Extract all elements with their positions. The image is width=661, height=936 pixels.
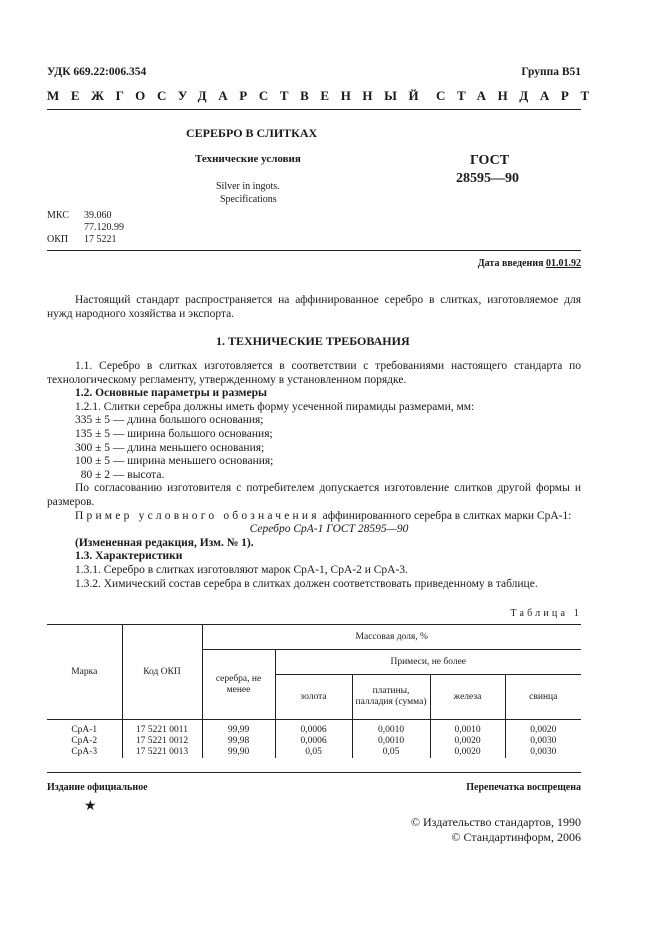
cell-platinum: 0,05 <box>352 747 430 758</box>
clause-1-3-2: 1.3.2. Химический состав серебра в слитках должен соответствовать приведенному в таблице. <box>75 577 538 590</box>
agreement-paragraph: По согласованию изготовителя с потребителем допускается изготовление слитков другой формы и размеров. <box>47 482 581 508</box>
banner-standard: СТАНДАРТ <box>436 88 601 103</box>
intro-date-value: 01.01.92 <box>546 258 581 269</box>
udk-code: УДК 669.22:006.354 <box>47 66 147 78</box>
dim-1: 335 ± 5 — длина большого основания; <box>75 414 264 427</box>
clause-1-3-heading: 1.3. Характеристики <box>75 550 183 563</box>
cell-mark: СрА-1 <box>71 725 98 735</box>
title-en-line1: Silver in ingots. <box>216 181 280 192</box>
table-caption: Таблица 1 <box>510 608 582 619</box>
title-en-line2: Specifications <box>220 194 277 205</box>
example-rest: аффинированного серебра в слитках марки СрА-1: <box>322 509 572 522</box>
cell-mark: СрА-3 <box>71 747 98 757</box>
cell-platinum: 0,0010 <box>352 720 430 737</box>
th-impurities: Примеси, не более <box>275 650 581 675</box>
gost-label: ГОСТ <box>470 153 510 168</box>
okp-code: 17 5221 <box>84 234 117 245</box>
cell-code: 17 5221 0013 <box>122 747 202 758</box>
copyright-1990: © Издательство стандартов, 1990 <box>410 815 581 829</box>
cell-gold: 0,0006 <box>275 720 352 737</box>
intro-date-label: Дата введения <box>477 258 544 269</box>
section-1-title: 1. ТЕХНИЧЕСКИЕ ТРЕБОВАНИЯ <box>216 334 410 348</box>
cell-silver: 99,90 <box>202 747 275 758</box>
cell-lead: 0,0030 <box>505 747 581 758</box>
group-code: Группа В51 <box>521 66 581 78</box>
reprint-prohibited: Перепечатка воспрещена <box>466 782 581 793</box>
intro-date <box>478 258 581 270</box>
classifier-rule <box>47 250 581 251</box>
cell-gold: 0,05 <box>275 747 352 758</box>
cell-gold: 0,0006 <box>275 736 352 747</box>
clause-1-2-heading: 1.2. Основные параметры и размеры <box>75 387 267 400</box>
mks-code-2: 77.120.99 <box>84 222 124 233</box>
dim-5: 80 ± 2 — высота. <box>75 468 165 481</box>
th-mass-fraction: Массовая доля, % <box>202 625 581 650</box>
composition-table <box>47 624 581 758</box>
gost-number: 28595—90 <box>456 171 519 186</box>
table-row <box>47 720 581 737</box>
cell-mark: СрА-2 <box>71 736 98 746</box>
section-1-body <box>47 360 581 591</box>
banner-interstate: МЕЖГОСУДАРСТВЕННЫЙ <box>47 88 431 103</box>
cell-silver: 99,98 <box>202 736 275 747</box>
clause-1-1: 1.1. Серебро в слитках изготовляется в соответствии с требованиями настоящего стандарта по технологическому регламенту, утвержденному в установленном порядке. <box>47 360 581 386</box>
cell-iron: 0,0020 <box>430 747 505 758</box>
cell-lead: 0,0020 <box>505 720 581 737</box>
mks-label: МКС <box>47 210 69 221</box>
dim-4: 100 ± 5 — ширина меньшего основания; <box>75 455 274 468</box>
cell-code: 17 5221 0011 <box>122 720 202 737</box>
example-paragraph <box>47 510 581 524</box>
table-row <box>47 736 581 747</box>
th-iron: железа <box>430 675 505 720</box>
official-edition: Издание официальное <box>47 782 148 793</box>
th-okp-code: Код ОКП <box>122 625 202 720</box>
star-icon: ★ <box>84 799 97 814</box>
th-lead: свинца <box>505 675 581 720</box>
th-platinum: платины, палладия (сумма) <box>352 675 430 720</box>
copyright-2006: © Стандартинформ, 2006 <box>451 830 581 844</box>
intro-paragraph <box>47 294 581 321</box>
intro-text: Настоящий стандарт распространяется на аффинированное серебро в слитках, изготовляемое для нужд народного хозяйства и экспорта. <box>47 294 581 320</box>
cell-iron: 0,0010 <box>430 720 505 737</box>
th-silver: серебра, не менее <box>202 650 275 720</box>
clause-1-2-1: 1.2.1. Слитки серебра должны иметь форму усеченной пирамиды размерами, мм: <box>75 400 475 413</box>
th-mark: Марка <box>47 625 122 720</box>
doc-subtitle: Технические условия <box>195 153 301 165</box>
dim-3: 300 ± 5 — длина меньшего основания; <box>75 441 265 454</box>
header-rule <box>47 109 581 110</box>
cell-platinum: 0,0010 <box>352 736 430 747</box>
amendment-note: (Измененная редакция, Изм. № 1). <box>75 536 254 549</box>
cell-lead: 0,0030 <box>505 736 581 747</box>
footer-rule <box>47 772 581 773</box>
clause-1-3-1: 1.3.1. Серебро в слитках изготовляют марок СрА-1, СрА-2 и СрА-3. <box>75 563 408 576</box>
th-gold: золота <box>275 675 352 720</box>
cell-code: 17 5221 0012 <box>122 736 202 747</box>
dim-2: 135 ± 5 — ширина большого основания; <box>75 427 273 440</box>
cell-iron: 0,0020 <box>430 736 505 747</box>
okp-label: ОКП <box>47 234 69 245</box>
cell-silver: 99,99 <box>202 720 275 737</box>
doc-title: СЕРЕБРО В СЛИТКАХ <box>186 126 318 140</box>
table-row <box>47 747 581 758</box>
example-lead: Пример условного обозначения <box>75 509 320 522</box>
example-formula: Серебро СрА-1 ГОСТ 28595—90 <box>249 523 409 536</box>
mks-code-1: 39.060 <box>84 210 112 221</box>
